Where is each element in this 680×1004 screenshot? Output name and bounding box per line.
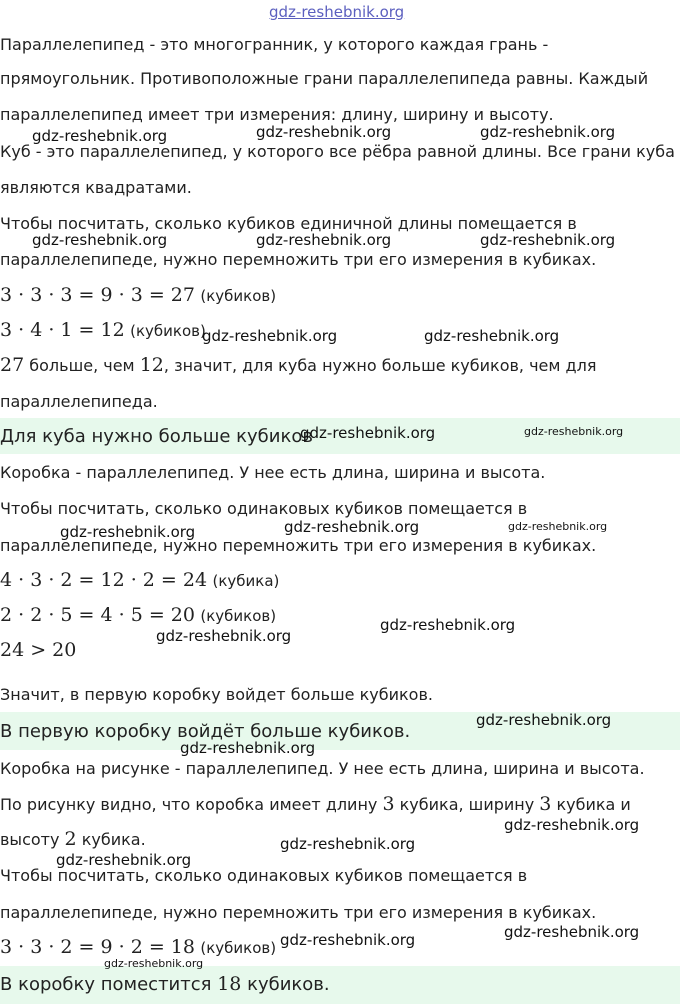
paragraph: параллелепипеде, нужно перемножить три его измерения в кубиках. bbox=[0, 903, 597, 922]
paragraph: Параллелепипед - это многогранник, у которого каждая грань - bbox=[0, 35, 549, 54]
equation-expression: 3 · 3 · 3 = 9 · 3 = 27 bbox=[0, 284, 195, 306]
text: высоту bbox=[0, 830, 65, 849]
watermark-text: gdz-reshebnik.org bbox=[280, 931, 416, 949]
watermark-text: gdz-reshebnik.org bbox=[424, 327, 560, 345]
watermark-text: gdz-reshebnik.org bbox=[104, 957, 204, 970]
watermark-text: gdz-reshebnik.org bbox=[480, 231, 616, 249]
watermark-text: gdz-reshebnik.org bbox=[32, 127, 168, 145]
equation-expression: 4 · 3 · 2 = 12 · 2 = 24 bbox=[0, 569, 208, 591]
text: кубиков. bbox=[241, 974, 330, 995]
text: кубика, ширину bbox=[394, 795, 540, 814]
watermark-text: gdz-reshebnik.org bbox=[156, 627, 292, 645]
paragraph: Коробка - параллелепипед. У нее есть длина, ширина и высота. bbox=[0, 463, 546, 482]
watermark-text: gdz-reshebnik.org bbox=[256, 123, 392, 141]
watermark-text: gdz-reshebnik.org bbox=[180, 739, 316, 757]
watermark-text: gdz-reshebnik.org bbox=[300, 424, 436, 442]
paragraph: параллелепипеде, нужно перемножить три его измерения в кубиках. bbox=[0, 250, 597, 269]
watermark-text: gdz-reshebnik.org bbox=[504, 923, 640, 941]
equation bbox=[0, 638, 76, 662]
equation bbox=[0, 935, 276, 959]
text: кубика. bbox=[76, 830, 146, 849]
watermark-text: gdz-reshebnik.org bbox=[256, 231, 392, 249]
equation-unit: (кубиков) bbox=[200, 939, 277, 957]
comparison-text bbox=[0, 354, 596, 376]
number: 2 bbox=[64, 828, 77, 850]
paragraph bbox=[0, 828, 146, 850]
equation-expression: 3 · 3 · 2 = 9 · 2 = 18 bbox=[0, 936, 195, 958]
equation-unit: (кубиков) bbox=[200, 607, 277, 625]
watermark-text: gdz-reshebnik.org bbox=[524, 425, 624, 438]
number: 27 bbox=[0, 354, 25, 376]
equation-unit: (кубиков) bbox=[130, 322, 206, 340]
paragraph: Чтобы посчитать, сколько кубиков единичной длины помещается в bbox=[0, 214, 577, 233]
equation-expression: 24 > 20 bbox=[0, 639, 77, 661]
equation-expression: 3 · 4 · 1 = 12 bbox=[0, 319, 125, 341]
number: 3 bbox=[382, 793, 395, 815]
answer-band bbox=[0, 966, 680, 1004]
paragraph: Чтобы посчитать, сколько одинаковых кубиков помещается в bbox=[0, 866, 528, 885]
watermark-text: gdz-reshebnik.org bbox=[508, 520, 608, 533]
paragraph: Коробка на рисунке - параллелепипед. У нее есть длина, ширина и высота. bbox=[0, 759, 645, 778]
watermark-text: gdz-reshebnik.org bbox=[476, 711, 612, 729]
watermark-text: gdz-reshebnik.org bbox=[56, 851, 192, 869]
watermark-text: gdz-reshebnik.org bbox=[32, 231, 168, 249]
answer-text: В первую коробку войдёт больше кубиков. bbox=[0, 721, 411, 742]
equation bbox=[0, 283, 276, 307]
number: 3 bbox=[539, 793, 552, 815]
paragraph: параллелепипед имеет три измерения: длину, ширину и высоту. bbox=[0, 105, 554, 124]
paragraph: Куб - это параллелепипед, у которого все рёбра равной длины. Все грани куба bbox=[0, 142, 675, 161]
watermark-text: gdz-reshebnik.org bbox=[202, 327, 338, 345]
number: 18 bbox=[217, 973, 242, 995]
watermark-text: gdz-reshebnik.org bbox=[480, 123, 616, 141]
paragraph: являются квадратами. bbox=[0, 178, 192, 197]
paragraph: параллелепипеде, нужно перемножить три его измерения в кубиках. bbox=[0, 536, 597, 555]
text: В коробку поместится bbox=[0, 974, 218, 995]
equation-unit: (кубиков) bbox=[200, 287, 277, 305]
watermark-text: gdz-reshebnik.org bbox=[284, 518, 420, 536]
answer-text: Для куба нужно больше кубиков bbox=[0, 426, 313, 447]
paragraph: прямоугольник. Противоположные грани параллелепипеда равны. Каждый bbox=[0, 69, 649, 88]
text: больше, чем bbox=[24, 356, 140, 375]
equation-unit: (кубика) bbox=[212, 572, 280, 590]
answer-text bbox=[0, 972, 330, 997]
text: По рисунку видно, что коробка имеет длину bbox=[0, 795, 383, 814]
paragraph: параллелепипеда. bbox=[0, 392, 158, 411]
paragraph bbox=[0, 793, 631, 815]
text: , значит, для куба нужно больше кубиков, чем для bbox=[163, 356, 597, 375]
watermark-text: gdz-reshebnik.org bbox=[504, 816, 640, 834]
watermark-text: gdz-reshebnik.org bbox=[280, 835, 416, 853]
equation bbox=[0, 568, 279, 592]
equation bbox=[0, 318, 206, 342]
paragraph: Значит, в первую коробку войдет больше кубиков. bbox=[0, 685, 433, 704]
equation bbox=[0, 603, 276, 627]
equation-expression: 2 · 2 · 5 = 4 · 5 = 20 bbox=[0, 604, 195, 626]
number: 12 bbox=[139, 354, 164, 376]
watermark-text: gdz-reshebnik.org bbox=[380, 616, 516, 634]
watermark-text: gdz-reshebnik.org bbox=[60, 523, 196, 541]
text: кубика и bbox=[551, 795, 631, 814]
watermark-header[interactable]: gdz-reshebnik.org bbox=[269, 3, 405, 21]
paragraph: Чтобы посчитать, сколько одинаковых кубиков помещается в bbox=[0, 499, 528, 518]
